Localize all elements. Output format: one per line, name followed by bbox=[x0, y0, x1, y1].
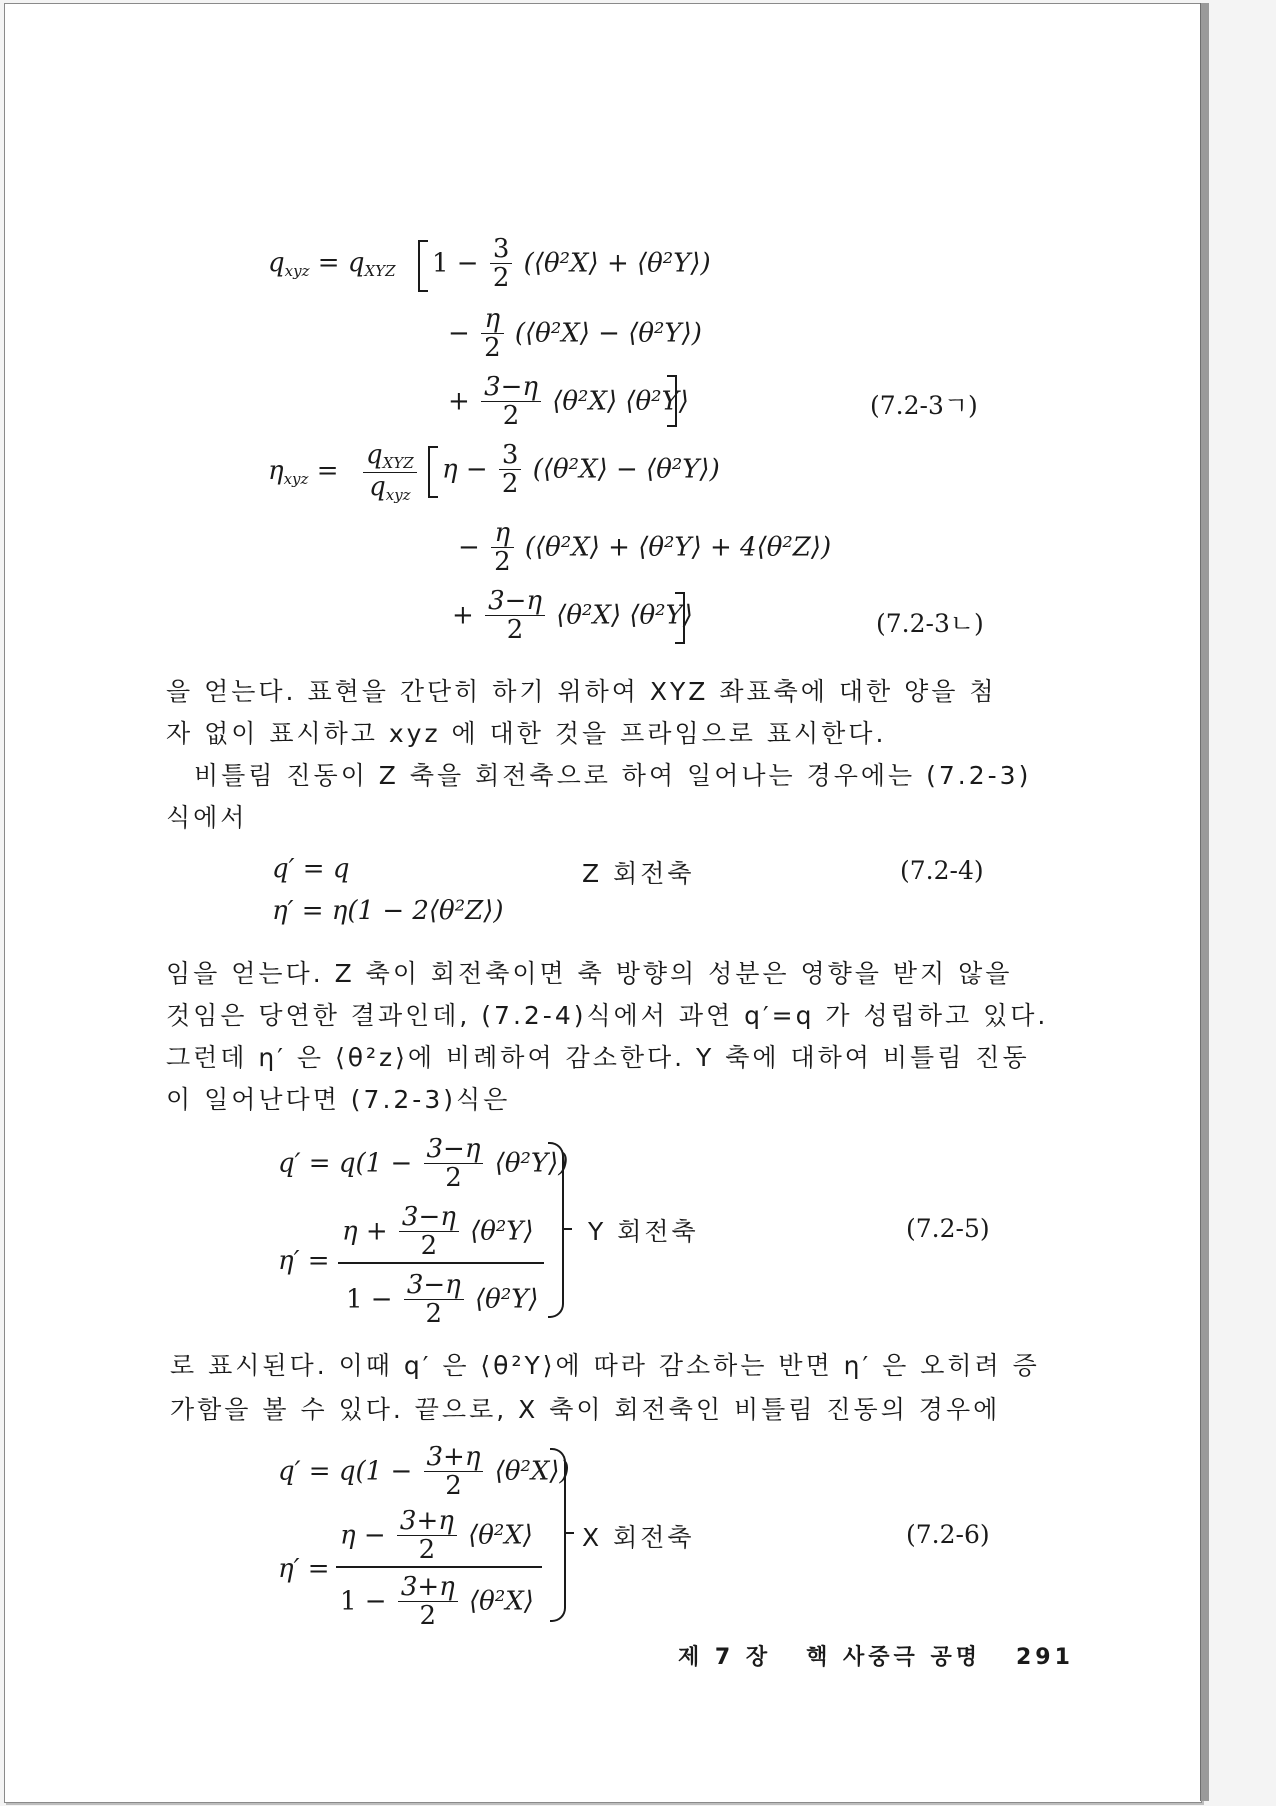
eq3a-line1: 1 − $\frac{3}{2}$ (⟨θ²X⟩ + ⟨θ²Y⟩) bbox=[432, 234, 711, 294]
eq5-q-line: q′ = q(1 − $\frac{3-\eta}{2}$ ⟨θ²Y⟩) bbox=[278, 1134, 569, 1194]
eq4-number: (7.2-4) bbox=[900, 856, 984, 885]
eq5-brace-tip bbox=[562, 1228, 572, 1230]
footer-chapter: 제 7 장 bbox=[678, 1645, 772, 1670]
paragraph-1-line-1: 을 얻는다. 표현을 간단히 하기 위하여 XYZ 좌표축에 대한 양을 첨 bbox=[166, 677, 997, 706]
eq3b-line1: η − $\frac{3}{2}$ (⟨θ²X⟩ − ⟨θ²Y⟩) bbox=[442, 440, 720, 500]
eq5-numerator: η + $\frac{3-\eta}{2}$ ⟨θ²Y⟩ bbox=[342, 1202, 534, 1262]
eq6-label: X 회전축 bbox=[582, 1523, 695, 1552]
eq3b-prefactor: $\frac{q_{XYZ}}{q_{xyz}}$ bbox=[360, 442, 420, 503]
eq5-number: (7.2-5) bbox=[906, 1214, 990, 1243]
eq3b-number: (7.2-3ㄴ) bbox=[876, 609, 984, 638]
paragraph-3-line-1: 임을 얻는다. Z 축이 회전축이면 축 방향의 성분은 영향을 받지 않을 bbox=[166, 959, 1013, 988]
paragraph-3-line-4: 이 일어난다면 (7.2-3)식은 bbox=[166, 1085, 511, 1114]
paragraph-4-line-1: 로 표시된다. 이때 q′ 은 ⟨θ²Y⟩에 따라 감소하는 반면 η′ 은 오히려 증 bbox=[170, 1351, 1040, 1380]
eq5-label: Y 회전축 bbox=[588, 1217, 699, 1246]
eq5-fraction-bar bbox=[338, 1262, 544, 1264]
eq3a-line2: − $\frac{\eta}{2}$ (⟨θ²X⟩ − ⟨θ²Y⟩) bbox=[448, 304, 702, 364]
eq6-denominator: 1 − $\frac{3+\eta}{2}$ ⟨θ²X⟩ bbox=[340, 1572, 534, 1632]
eq6-number: (7.2-6) bbox=[906, 1520, 990, 1549]
eq6-numerator: η − $\frac{3+\eta}{2}$ ⟨θ²X⟩ bbox=[340, 1506, 533, 1566]
eq3a-number: (7.2-3ㄱ) bbox=[870, 391, 978, 420]
paragraph-3-line-3: 그런데 η′ 은 ⟨θ²z⟩에 비례하여 감소한다. Y 축에 대하여 비틀림 진동 bbox=[166, 1043, 1030, 1072]
paragraph-4-line-2: 가함을 볼 수 있다. 끝으로, X 축이 회전축인 비틀림 진동의 경우에 bbox=[170, 1395, 1001, 1424]
paragraph-3-line-2: 것임은 당연한 결과인데, (7.2-4)식에서 과연 q′=q 가 성립하고 있다. bbox=[166, 1001, 1049, 1030]
eq3a-line3: + $\frac{3-\eta}{2}$ ⟨θ²X⟩ ⟨θ²Y⟩ bbox=[448, 372, 689, 432]
eq5-right-brace bbox=[548, 1142, 564, 1318]
eq3b-line3: + $\frac{3-\eta}{2}$ ⟨θ²X⟩ ⟨θ²Y⟩ bbox=[452, 586, 693, 646]
eq5-eta-lhs: η′ = bbox=[278, 1246, 330, 1276]
eq3a-lhs: $q_{xyz} = q_{XYZ}$ bbox=[268, 248, 396, 280]
eq6-brace-tip bbox=[564, 1532, 574, 1534]
eq3b-lhs: $\eta_{xyz}$ = bbox=[268, 456, 339, 488]
eq5-denominator: 1 − $\frac{3-\eta}{2}$ ⟨θ²Y⟩ bbox=[346, 1270, 539, 1330]
eq3b-left-bracket bbox=[428, 446, 438, 498]
paragraph-2-line-2: 식에서 bbox=[166, 803, 248, 832]
eq3b-line2: − $\frac{\eta}{2}$ (⟨θ²X⟩ + ⟨θ²Y⟩ + 4⟨θ²Z⟩) bbox=[458, 518, 832, 578]
eq4-line2: η′ = η(1 − 2⟨θ²Z⟩) bbox=[272, 896, 504, 926]
eq4-label: Z 회전축 bbox=[582, 859, 695, 888]
eq6-eta-lhs: η′ = bbox=[278, 1554, 330, 1584]
eq3b-right-bracket bbox=[675, 592, 685, 644]
page-number: 291 bbox=[1015, 1645, 1074, 1670]
page-footer bbox=[678, 1640, 1074, 1671]
footer-chapter-title: 핵 사중극 공명 bbox=[806, 1645, 981, 1670]
eq6-right-brace bbox=[550, 1448, 566, 1622]
eq6-q-line: q′ = q(1 − $\frac{3+\eta}{2}$ ⟨θ²X⟩) bbox=[278, 1442, 570, 1502]
paragraph-2-line-1: 비틀림 진동이 Z 축을 회전축으로 하여 일어나는 경우에는 (7.2-3) bbox=[194, 761, 1032, 790]
eq6-fraction-bar bbox=[336, 1566, 542, 1568]
eq3a-left-bracket bbox=[418, 240, 428, 292]
page-edge bbox=[1200, 3, 1209, 1801]
eq4-line1: q′ = q bbox=[272, 854, 350, 884]
paragraph-1-line-2: 자 없이 표시하고 xyz 에 대한 것을 프라임으로 표시한다. bbox=[166, 719, 887, 748]
eq3a-right-bracket bbox=[667, 375, 677, 427]
